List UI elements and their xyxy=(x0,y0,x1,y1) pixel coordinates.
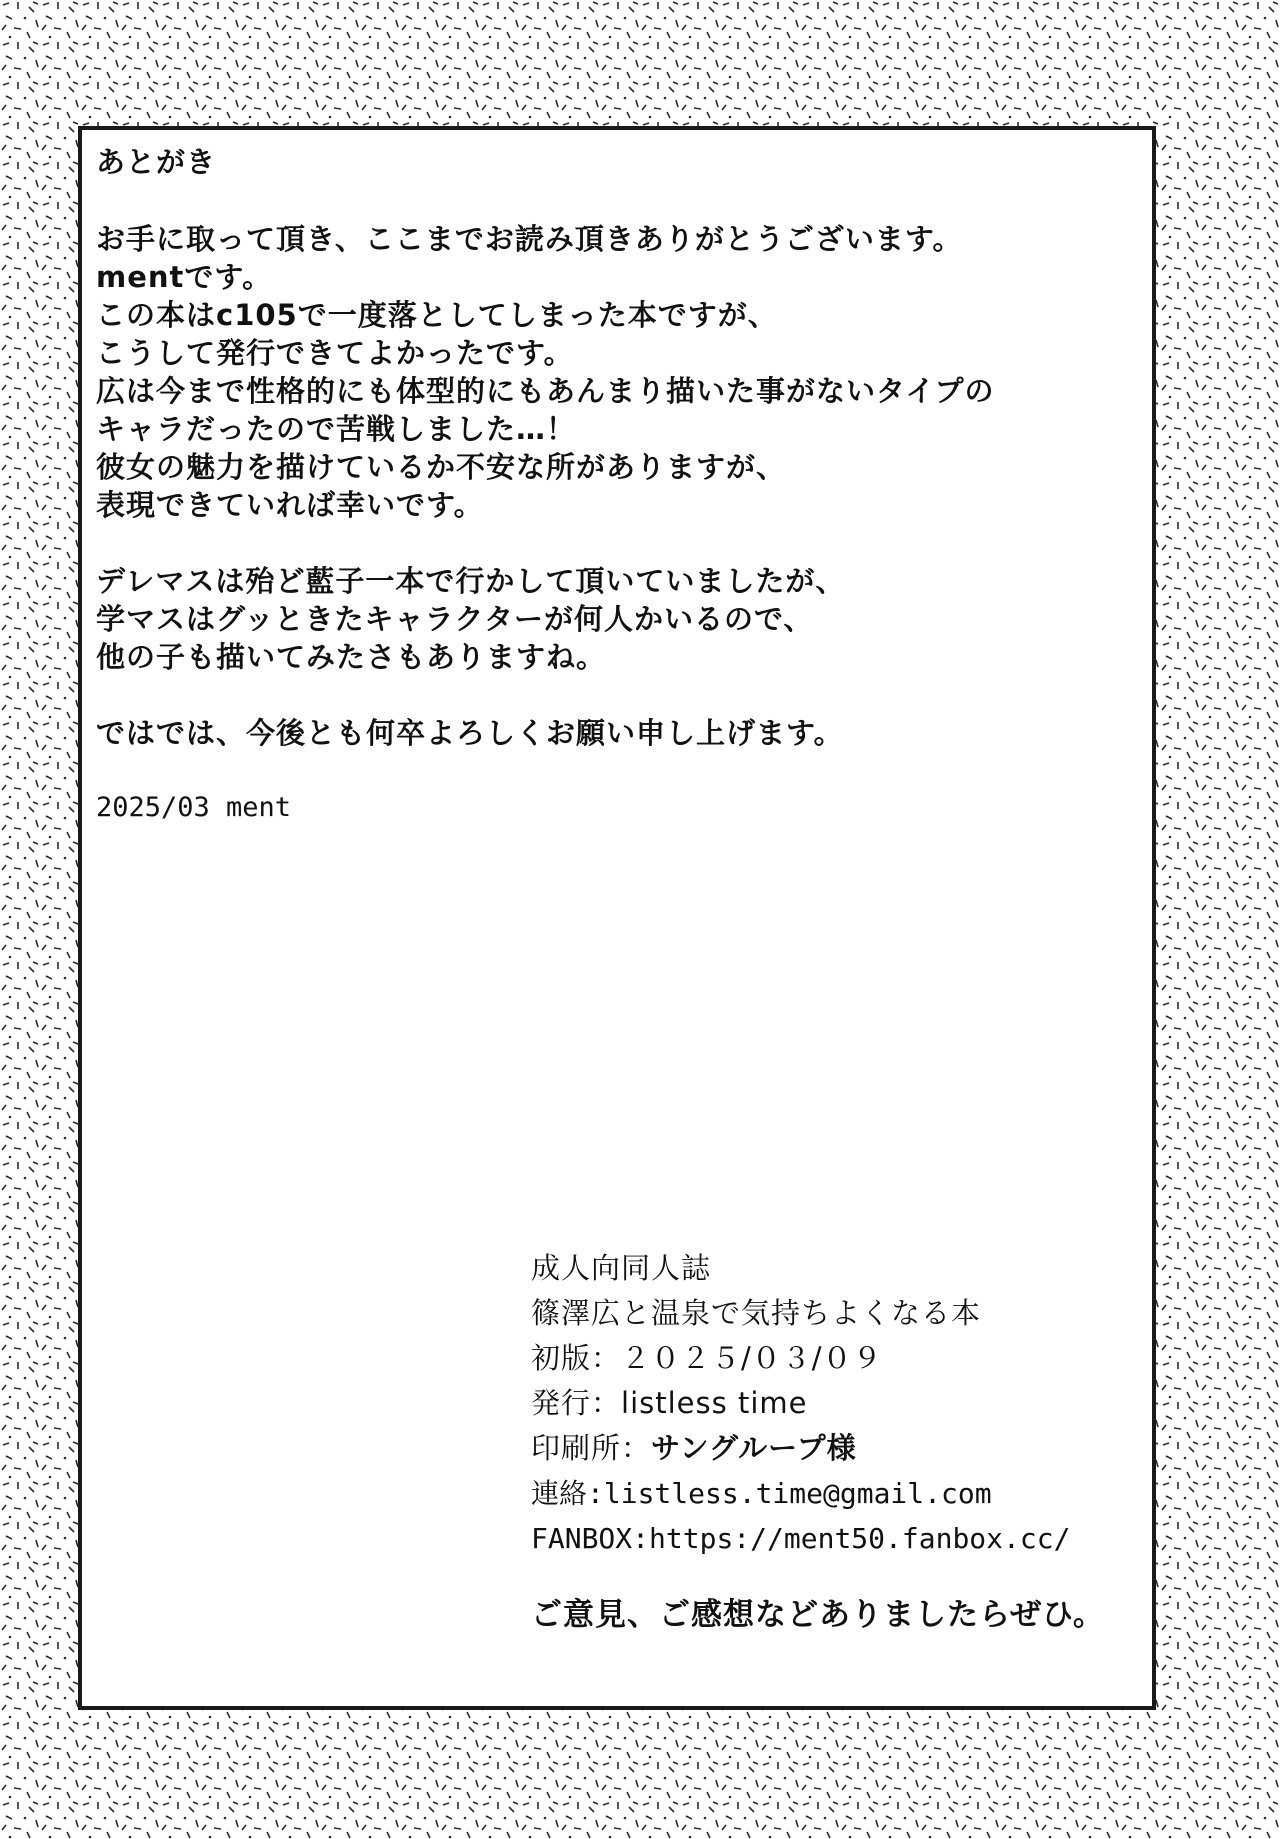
contact-email: listless.time@gmail.com xyxy=(603,1477,992,1510)
afterword-line: 彼女の魅力を描けているか不安な所がありますが、 xyxy=(96,450,787,484)
afterword-line: 他の子も描いてみたさもありますね。 xyxy=(96,640,607,674)
colophon-title: 篠澤広と温泉で気持ちよくなる本 xyxy=(531,1296,982,1330)
colophon xyxy=(531,1246,1151,1635)
first-edition-date: ２０２５/０３/０９ xyxy=(621,1341,883,1375)
printer-name: サングループ様 xyxy=(651,1431,857,1465)
fanbox-label: FANBOX: xyxy=(531,1522,650,1555)
publisher-label: 発行： xyxy=(531,1386,622,1420)
afterword-section xyxy=(96,144,1136,826)
afterword-line: お手に取って頂き、ここまでお読み頂きありがとうございます。 xyxy=(96,222,963,256)
afterword-line: こうして発行できてよかったです。 xyxy=(96,336,574,370)
afterword-line: 学マスはグッときたキャラクターが何人かいるので、 xyxy=(96,602,814,636)
colophon-publisher xyxy=(531,1381,1151,1426)
colophon-contact xyxy=(531,1471,1151,1516)
first-edition-label: 初版： xyxy=(531,1341,622,1375)
afterword-line: ではでは、今後とも何卒よろしくお願い申し上げます。 xyxy=(96,716,844,750)
afterword-line: デレマスは殆ど藍子一本で行かして頂いていましたが、 xyxy=(96,564,846,598)
contact-label: 連絡: xyxy=(531,1477,604,1510)
colophon-printer xyxy=(531,1426,1151,1471)
fanbox-url: https://ment50.fanbox.cc/ xyxy=(649,1522,1071,1555)
colophon-first-edition xyxy=(531,1336,1151,1381)
afterword-line: 広は今まで性格的にも体型的にもあんまり描いた事がないタイプの xyxy=(96,374,995,408)
afterword-paragraph-1 xyxy=(96,220,1136,524)
afterword-panel xyxy=(78,126,1156,1710)
afterword-line: 表現できていれば幸いです。 xyxy=(96,488,484,522)
afterword-line: キャラだったので苦戦しました…！ xyxy=(96,412,577,446)
afterword-paragraph-2 xyxy=(96,562,1136,676)
afterword-line: mentです。 xyxy=(96,260,273,294)
afterword-paragraph-3 xyxy=(96,714,1136,752)
publisher-name: listless time xyxy=(621,1386,808,1420)
afterword-heading: あとがき xyxy=(96,145,217,179)
afterword-signature: 2025/03 ment xyxy=(96,792,292,823)
colophon-feedback: ご意見、ご感想などありましたらぜひ。 xyxy=(531,1597,1105,1633)
colophon-fanbox xyxy=(531,1516,1151,1561)
printer-label: 印刷所： xyxy=(531,1431,652,1465)
colophon-rating: 成人向同人誌 xyxy=(531,1251,712,1285)
afterword-line: この本はc105で一度落としてしまった本ですが、 xyxy=(96,298,778,332)
